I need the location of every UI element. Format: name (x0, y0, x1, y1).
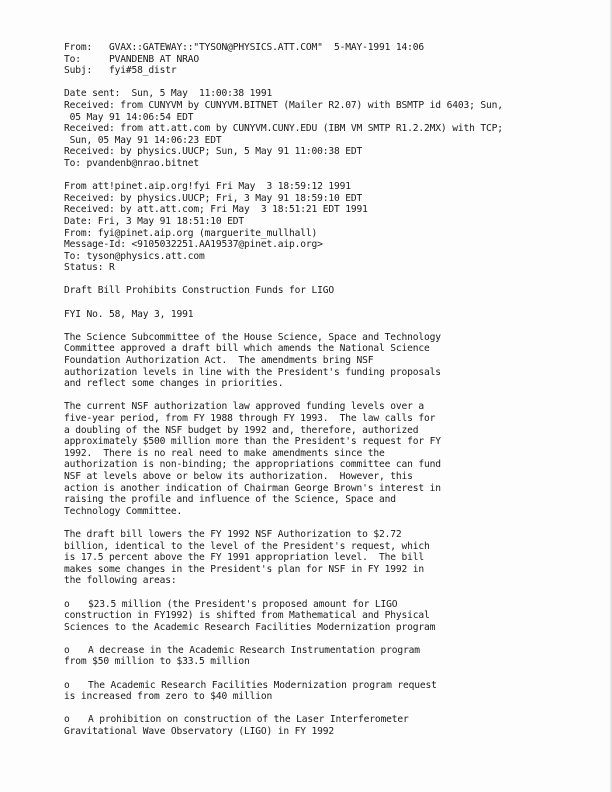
paragraph-line: 1992. There is no real need to make amendments since the (64, 447, 385, 459)
paragraph-line: approximately $500 million more than the President's request for FY (64, 436, 441, 448)
forward-line: From: fyi@pinet.aip.org (marguerite_mullhall) (64, 227, 318, 239)
fyi-number: FYI No. 58, May 3, 1991 (64, 308, 194, 320)
paragraph-line: and reflect some changes in priorities. (64, 378, 284, 390)
bullet-line: from $50 million to $33.5 million (64, 656, 250, 668)
paragraph-line: authorization is non-binding; the appropriations committee can fund (64, 459, 441, 471)
paragraph-line: is 17.5 percent above the FY 1991 appropriation level. The bill (64, 552, 425, 564)
bullet-mark: o (64, 679, 70, 691)
paragraph-line: authorization levels in line with the President's funding proposals (64, 366, 441, 378)
paragraph-line: five-year period, from FY 1988 through FY 1993. The law calls for (64, 413, 436, 424)
routing-line: Date sent: Sun, 5 May 11:00:38 1991 (64, 88, 273, 100)
bullet-line: Gravitational Wave Observatory (LIGO) in FY 1992 (64, 726, 335, 738)
bullet-mark: o (64, 644, 70, 656)
paragraph-line: action is another indication of Chairman George Brown's interest in (64, 482, 441, 494)
bullet-item-ligo-shift (64, 599, 604, 611)
routing-headers (64, 88, 604, 169)
routing-line: Received: from att.att.com by CUNYVM.CUNY.EDU (IBM VM SMTP R1.2.2MX) with TCP; (64, 123, 503, 135)
forward-line: Received: by physics.UUCP; Fri, 3 May 91 18:59:10 EDT (64, 192, 363, 204)
bullet-line: construction in FY1992) is shifted from Mathematical and Physical (64, 610, 430, 622)
bullet-item-instrumentation (64, 645, 604, 657)
subject-line: Subj: fyi#58_distr (64, 65, 177, 77)
paragraph-line: The current NSF authorization law approved funding levels over a (64, 401, 425, 413)
routing-line: Sun, 05 May 91 14:06:23 EDT (64, 134, 222, 146)
paragraph-authorization-law (64, 401, 604, 517)
forward-line: Message-Id: <9105032251.AA19537@pinet.aip.org> (64, 239, 323, 251)
paragraph-line: Technology Committee. (64, 505, 183, 517)
bullet-line: A decrease in the Academic Research Instrumentation program (88, 644, 420, 656)
paragraph-line: a doubling of the NSF budget by 1992 and, therefore, authorized (64, 424, 419, 436)
bullet-line: A prohibition on construction of the Laser Interferometer (88, 714, 409, 726)
paragraph-line: raising the profile and influence of the Science, Space and (64, 494, 396, 506)
forward-line: Status: R (64, 262, 115, 274)
paragraph-line: Foundation Authorization Act. The amendments bring NSF (64, 355, 374, 367)
message-header (64, 42, 604, 77)
paragraph-line: NSF at levels above or below its authorization. However, this (64, 470, 413, 482)
paragraph-line: billion, identical to the level of the President's request, which (64, 540, 430, 552)
article-title: Draft Bill Prohibits Construction Funds for LIGO (64, 285, 335, 297)
forwarded-headers (64, 181, 604, 274)
forward-line: To: tyson@physics.att.com (64, 250, 205, 262)
forward-line: Received: by att.att.com; Fri May 3 18:51:21 EDT 1991 (64, 204, 368, 216)
bullet-mark: o (64, 598, 70, 610)
email-document (64, 42, 604, 738)
bullet-line: is increased from zero to $40 million (64, 691, 273, 703)
paragraph-line: The Science Subcommittee of the House Science, Space and Technology (64, 331, 441, 343)
bullet-line: $23.5 million (the President's proposed amount for LIGO (88, 598, 398, 610)
to-line: To: PVANDENB AT NRAO (64, 53, 200, 65)
from-line: From: GVAX::GATEWAY::"TYSON@PHYSICS.ATT.COM" 5-MAY-1991 14:06 (64, 42, 425, 53)
routing-line: Received: by physics.UUCP; Sun, 5 May 91 11:00:38 EDT (64, 146, 363, 158)
paragraph-line: The draft bill lowers the FY 1992 NSF Authorization to $2.72 (64, 528, 402, 540)
paragraph-draft-bill (64, 529, 604, 587)
paragraph-line: the following areas: (64, 575, 177, 587)
bullet-line: Sciences to the Academic Research Facilities Modernization program (64, 621, 436, 633)
routing-line: Received: from CUNYVM by CUNYVM.BITNET (Mailer R2.07) with BSMTP id 6403; Sun, (64, 99, 503, 111)
bullet-mark: o (64, 714, 70, 726)
routing-line: To: pvandenb@nrao.bitnet (64, 157, 200, 169)
paragraph-line: Committee approved a draft bill which amends the National Science (64, 343, 430, 355)
bullet-item-facilities (64, 680, 604, 692)
paragraph-line: makes some changes in the President's plan for NSF in FY 1992 in (64, 563, 425, 575)
bullet-item-ligo-prohibition (64, 714, 604, 726)
bullet-line: The Academic Research Facilities Modernization program request (88, 679, 437, 691)
paragraph-intro (64, 332, 604, 390)
routing-line: 05 May 91 14:06:54 EDT (64, 111, 194, 123)
forward-line: Date: Fri, 3 May 91 18:51:10 EDT (64, 215, 245, 227)
forward-line: From att!pinet.aip.org!fyi Fri May 3 18:59:12 1991 (64, 181, 351, 193)
